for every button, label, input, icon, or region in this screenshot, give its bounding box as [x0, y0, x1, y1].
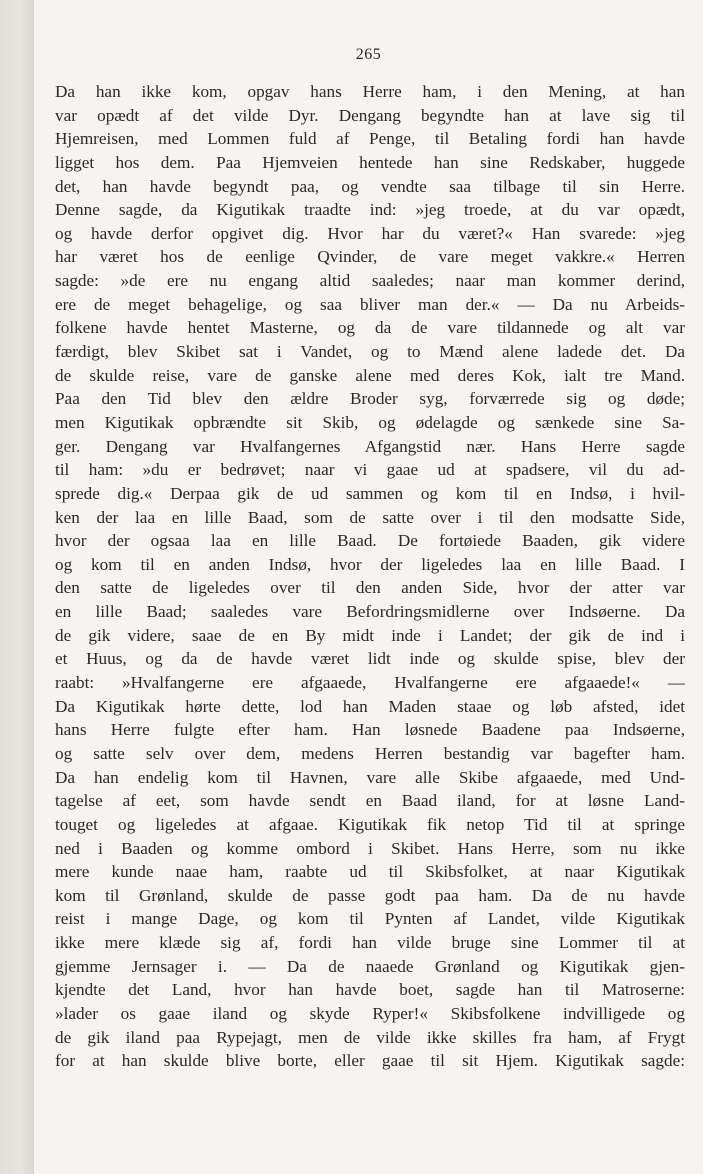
- text-line: sprede dig.« Derpaa gik de ud sammen og kom til en Indsø, i hvil-: [55, 483, 685, 503]
- text-line: Da han endelig kom til Havnen, vare alle Skibe afgaaede, med Und-: [55, 767, 685, 787]
- text-line: ligget hos dem. Paa Hjemveien hentede han sine Redskaber, huggede: [55, 152, 685, 172]
- text-line: og havde derfor opgivet dig. Hvor har du været?« Han svarede: »jeg: [55, 223, 685, 243]
- text-line: ikke mere klæde sig af, fordi han vilde bruge sine Lommer til at: [55, 933, 685, 953]
- text-line: hvor der ogsaa laa en lille Baad. De fortøiede Baaden, gik videre: [55, 531, 685, 551]
- text-line: de gik iland paa Rypejagt, men de vilde ikke skilles fra ham, af Frygt: [55, 1027, 685, 1047]
- book-page: [34, 0, 703, 1174]
- text-line: raabt: »Hvalfangerne ere afgaaede, Hvalfangerne ere afgaaede!« —: [55, 673, 685, 693]
- text-line: hans Herre fulgte efter ham. Han løsnede Baadene paa Indsøerne,: [55, 720, 685, 740]
- text-line: »lader os gaae iland og skyde Ryper!« Skibsfolkene indvilligede og: [55, 1003, 685, 1023]
- page-binding-edge: [0, 0, 34, 1174]
- text-line: Da han ikke kom, opgav hans Herre ham, i den Mening, at han: [55, 82, 685, 101]
- text-line: touget og ligeledes at afgaae. Kigutikak fik netop Tid til at springe: [55, 814, 685, 834]
- text-line: Denne sagde, da Kigutikak traadte ind: »jeg troede, at du var opædt,: [55, 200, 685, 220]
- text-line: færdigt, blev Skibet sat i Vandet, og to Mænd alene ladede det. Da: [55, 342, 685, 362]
- text-line: tagelse af eet, som havde sendt en Baad iland, for at løsne Land-: [55, 791, 685, 811]
- body-text: [55, 80, 685, 1073]
- text-line: Paa den Tid blev den ældre Broder syg, forværrede sig og døde;: [55, 389, 685, 409]
- text-line: de gik videre, saae de en By midt inde i Landet; der gik de ind i: [55, 625, 685, 645]
- text-line: for at han skulde blive borte, eller gaae til sit Hjem. Kigutikak sagde:: [55, 1051, 685, 1071]
- text-line: ken der laa en lille Baad, som de satte over i til den modsatte Side,: [55, 507, 685, 527]
- text-line: gjemme Jernsager i. — Da de naaede Grønland og Kigutikak gjen-: [55, 956, 685, 976]
- text-line: og satte selv over dem, medens Herren bestandig var bagefter ham.: [55, 743, 685, 763]
- text-line: et Huus, og da de havde været lidt inde og skulde spise, blev der: [55, 649, 685, 669]
- text-line: ger. Dengang var Hvalfangernes Afgangstid nær. Hans Herre sagde: [55, 436, 685, 456]
- text-line: til ham: »du er bedrøvet; naar vi gaae ud at spadsere, vil du ad-: [55, 460, 685, 480]
- text-line: de skulde reise, vare de ganske alene med deres Kok, ialt tre Mand.: [55, 365, 685, 385]
- text-line: mere kunde naae ham, raabte ud til Skibsfolket, at naar Kigutikak: [55, 862, 685, 882]
- page-number: 265: [355, 46, 382, 63]
- text-line: den satte de ligeledes over til den anden Side, hvor der atter var: [55, 578, 685, 598]
- text-line: kjendte det Land, hvor han havde boet, sagde han til Matroserne:: [55, 980, 685, 1000]
- text-line: Hjemreisen, med Lommen fuld af Penge, til Betaling fordi han havde: [55, 129, 685, 149]
- text-line: det, han havde begyndt paa, og vendte saa tilbage til sin Herre.: [55, 176, 685, 196]
- text-line: ere de meget behagelige, og saa bliver man der.« — Da nu Arbeids-: [55, 294, 685, 314]
- text-line: en lille Baad; saaledes vare Befordringsmidlerne over Indsøerne. Da: [55, 602, 685, 622]
- text-line: men Kigutikak opbrændte sit Skib, og ødelagde og sænkede sine Sa-: [55, 412, 685, 432]
- text-line: ned i Baaden og komme ombord i Skibet. Hans Herre, som nu ikke: [55, 838, 685, 858]
- text-line: og kom til en anden Indsø, hvor der ligeledes laa en lille Baad. I: [55, 554, 685, 574]
- text-line: har været hos de eenlige Qvinder, de vare meget vakkre.« Herren: [55, 247, 685, 267]
- text-line: reist i mange Dage, og kom til Pynten af Landet, vilde Kigutikak: [55, 909, 685, 929]
- text-line: sagde: »de ere nu engang altid saaledes; naar man kommer derind,: [55, 271, 685, 291]
- text-line: kom til Grønland, skulde de passe godt paa ham. Da de nu havde: [55, 885, 685, 905]
- text-line: folkene havde hentet Masterne, og da de vare tildannede og alt var: [55, 318, 685, 338]
- text-line: Da Kigutikak hørte dette, lod han Maden staae og løb afsted, idet: [55, 696, 685, 716]
- text-line: var opædt af det vilde Dyr. Dengang begyndte han at lave sig til: [55, 105, 685, 125]
